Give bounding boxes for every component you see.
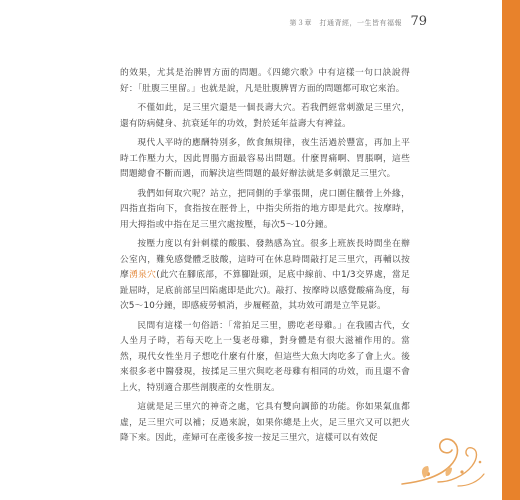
- floral-swirl-icon: [398, 432, 490, 490]
- body-text: [120, 66, 410, 451]
- chapter-title: 第３章 打通背經，一生皆有福報: [289, 19, 402, 27]
- paragraph-text: (此穴在腳底部，不算腳趾頭，足底中線前、中1/3交界處，當足趾屈時，足底前部呈凹陷處即是此穴)。敲打、按摩時以感覺酸痛為度，每次5～10分鐘，即感疲勞頓消，步履輕盈，其功效可謂是立竿見影。: [120, 270, 410, 311]
- paragraph: 我們如何取穴呢？站立，把同側的手掌張開，虎口圍住髕骨上外緣，四指直指向下，食指按在脛骨上，中指尖所指的地方即是此穴。按摩時，用大拇指或中指在足三里穴處按壓，每次5～10分鐘。: [120, 188, 410, 230]
- paragraph: 的效果，尤其是治脾胃方面的問題。《四總穴歌》中有這樣一句口訣說得好：「肚腹三里留。」也就是說，凡是肚腹脾胃方面的問題都可取它來治。: [120, 68, 410, 94]
- paragraph-text: 按壓力度以有針刺樣的酸脹、發熱感為宜。很多上班族長時間坐在辦公室內，難免感覺體乏肢酸，這時可在休息時間敲打足三里穴，再輔以按摩: [120, 239, 410, 280]
- paragraph: [120, 237, 410, 315]
- page-number: 79: [410, 14, 427, 29]
- highlighted-acupoint: 湧泉穴: [129, 270, 157, 280]
- running-header: [0, 16, 520, 32]
- paragraph: 不僅如此，足三里穴還是一個長壽大穴。若我們經常刺激足三里穴，還有防病健身、抗衰延年的功效，對於延年益壽大有裨益。: [120, 103, 410, 129]
- paragraph: 現代人平時的應酬特別多，飲食無規律，夜生活過於豐富，再加上平時工作壓力大，因此胃腸方面最容易出問題。什麼胃痛啊、胃脹啊，這些問題總會不斷而遇，而解決這些問題的最好辦法就是多刺激足三里穴。: [120, 138, 410, 179]
- paragraph: 這就是足三里穴的神奇之處，它具有雙向調節的功能。你如果氣血都虛，足三里穴可以補；反過來說，如果你總是上火，足三里穴又可以把火降下來。因此，產婦可在產後多按一按足三里穴，這樣可以有效促: [120, 402, 410, 443]
- orange-side-bar: [502, 0, 520, 500]
- paragraph: 民間有這樣一句俗語：「常拍足三里，勝吃老母雞。」在我國古代，女人坐月子時，若每天吃上一隻老母雞，對身體是有很大滋補作用的。當然，現代女性坐月子想吃什麼有什麼，但這些大魚大肉吃多了會上火。後來很多老中醫發現，按揉足三里穴與吃老母雞有相同的功效，而且還不會上火，特別適合那些剖腹產的女性朋友。: [120, 320, 410, 393]
